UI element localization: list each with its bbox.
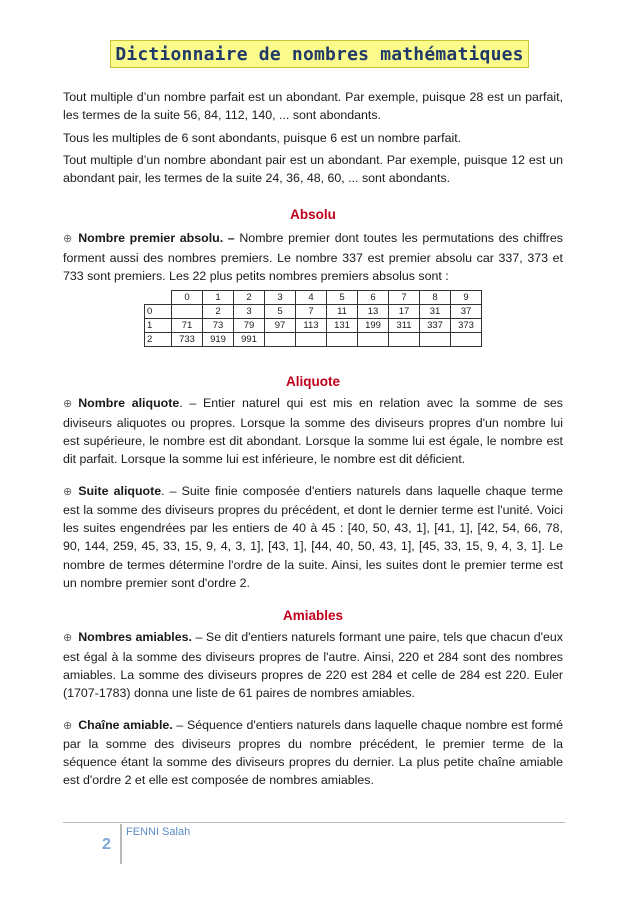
table-cell: 131 bbox=[327, 319, 358, 333]
document-title-text: Dictionnaire de nombres mathématiques bbox=[115, 44, 524, 65]
table-header-cell: 6 bbox=[358, 291, 389, 305]
bullet-icon: ⊕ bbox=[63, 233, 73, 246]
entry-term: Nombre premier absolu. – bbox=[78, 231, 235, 246]
entry-text: – Séquence d'entiers naturels dans laquelle chaque nombre est formé par la somme des diviseurs propres du nombre précédent, le premier terme de la séquence étant la somme des diviseurs propres du dernier. La plus petite chaîne amiable est d'ordre 2 et elle est composée de nombres amiables. bbox=[63, 717, 563, 788]
entry-text: . – Suite finie composée d'entiers naturels dans laquelle chaque terme est la somme des diviseurs propres du précédent, et dont le dernier terme est l'unité. Voici les suites engendrées par les entiers de 40 à 45 : [40, 50, 43, 1], [41, 1], [42, 54, 66, 78, 90, 144, 259, 45, 33, 15, 9, 4, 3, 1], [43, 1], [44, 40, 50, 43, 1], [45, 33, 15, 9, 4, 3, 1]. Le nombre de termes détermine l'ordre de la suite. Ainsi, les suites dont le premier terme est un nombre premier sont d'ordre 2. bbox=[63, 483, 563, 591]
document-title bbox=[110, 40, 529, 68]
entry-nombre-premier-absolu bbox=[63, 229, 563, 285]
entry-text: Nombre premier dont toutes les permutations des chiffres forment aussi des nombres premiers. Le nombre 337 est premier absolu car 337, 373 et 733 sont premiers. Les 22 plus petits nombres premiers absolus sont : bbox=[63, 231, 563, 284]
table-row-label: 1 bbox=[145, 319, 172, 333]
entry-nombres-amiables bbox=[63, 628, 563, 702]
table-cell: 71 bbox=[172, 319, 203, 333]
intro-paragraph-1: Tout multiple d’un nombre parfait est un abondant. Par exemple, puisque 28 est un parfait, les termes de la suite 56, 84, 112, 140, ... sont abondants. bbox=[63, 90, 563, 123]
table-cell: 199 bbox=[358, 319, 389, 333]
table-cell: 17 bbox=[389, 305, 420, 319]
table-cell: 31 bbox=[420, 305, 451, 319]
entry-suite-aliquote bbox=[63, 482, 563, 593]
table-header-cell: 4 bbox=[296, 291, 327, 305]
bullet-icon: ⊕ bbox=[63, 632, 73, 645]
table-cell bbox=[389, 333, 420, 347]
table-row-label: 2 bbox=[145, 333, 172, 347]
table-row bbox=[145, 305, 482, 319]
table-cell bbox=[451, 333, 482, 347]
table-cell: 13 bbox=[358, 305, 389, 319]
entry-term: Nombre aliquote bbox=[78, 396, 180, 411]
table-cell: 73 bbox=[203, 319, 234, 333]
entry-term: Chaîne amiable. bbox=[78, 717, 173, 732]
table-header-cell: 8 bbox=[420, 291, 451, 305]
absolute-primes-table bbox=[144, 290, 482, 347]
bullet-icon: ⊕ bbox=[63, 719, 73, 732]
table-row bbox=[145, 333, 482, 347]
entry-term: Suite aliquote bbox=[78, 483, 162, 498]
table-header-row bbox=[145, 291, 482, 305]
intro-paragraph-3: Tout multiple d’un nombre abondant pair est un abondant. Par exemple, puisque 12 est un abondant pair, les termes de la suite 24, 36, 48, 60, ... sont abondants. bbox=[63, 152, 563, 186]
table-cell: 311 bbox=[389, 319, 420, 333]
table-cell: 733 bbox=[172, 333, 203, 347]
entry-nombre-aliquote bbox=[63, 394, 563, 468]
table-cell: 5 bbox=[265, 305, 296, 319]
table-cell: 2 bbox=[203, 305, 234, 319]
table-cell: 11 bbox=[327, 305, 358, 319]
table-cell bbox=[327, 333, 358, 347]
entry-text: – Se dit d'entiers naturels formant une paire, tels que chacun d'eux est égal à la somme des diviseurs propres de l'autre. Ainsi, 220 et 284 sont des nombres amiables. La somme des diviseurs propres de 220 est 284 et celle de 284 est 220. Euler (1707-1783) donna une liste de 61 paires de nombres amiables. bbox=[63, 630, 563, 701]
entry-text: . – Entier naturel qui est mis en relation avec la somme de ses diviseurs aliquotes ou propres. Lorsque la somme des diviseurs propres d'un nombre lui est supérieure, le nombre est dit abondant. Lorsque la somme lui est égale, le nombre est dit parfait. Lorsque la somme lui est inférieure, le nombre est dit déficient. bbox=[63, 396, 563, 467]
table-header-cell: 7 bbox=[389, 291, 420, 305]
table-header-cell: 0 bbox=[172, 291, 203, 305]
table-header-cell: 3 bbox=[265, 291, 296, 305]
table-cell: 919 bbox=[203, 333, 234, 347]
entry-chaine-amiable bbox=[63, 716, 563, 790]
table-header-cell: 9 bbox=[451, 291, 482, 305]
table-cell bbox=[296, 333, 327, 347]
table-cell bbox=[420, 333, 451, 347]
intro-paragraph-2: Tous les multiples de 6 sont abondants, puisque 6 est un nombre parfait. bbox=[63, 130, 462, 145]
table-cell: 3 bbox=[234, 305, 265, 319]
table-cell bbox=[172, 305, 203, 319]
footer-divider bbox=[63, 822, 565, 823]
table-cell: 7 bbox=[296, 305, 327, 319]
bullet-icon: ⊕ bbox=[63, 398, 73, 411]
table-cell: 337 bbox=[420, 319, 451, 333]
table-cell: 113 bbox=[296, 319, 327, 333]
table-row bbox=[145, 319, 482, 333]
table-cell: 373 bbox=[451, 319, 482, 333]
section-heading-amiables: Amiables bbox=[282, 608, 344, 624]
page-content bbox=[63, 88, 563, 794]
entry-term: Nombres amiables. bbox=[78, 630, 192, 645]
table-cell: 37 bbox=[451, 305, 482, 319]
page-number: 2 bbox=[102, 836, 111, 853]
author-name: FENNI Salah bbox=[126, 826, 191, 838]
table-cell: 991 bbox=[234, 333, 265, 347]
section-heading-absolu: Absolu bbox=[290, 207, 336, 223]
table-header-cell: 1 bbox=[203, 291, 234, 305]
table-cell bbox=[358, 333, 389, 347]
bullet-icon: ⊕ bbox=[63, 485, 73, 498]
section-heading-aliquote: Aliquote bbox=[286, 374, 340, 390]
table-corner-cell bbox=[145, 291, 172, 305]
footer-vertical-divider bbox=[120, 824, 122, 864]
table-cell bbox=[265, 333, 296, 347]
table-cell: 97 bbox=[265, 319, 296, 333]
table-header-cell: 5 bbox=[327, 291, 358, 305]
table-cell: 79 bbox=[234, 319, 265, 333]
table-header-cell: 2 bbox=[234, 291, 265, 305]
table-row-label: 0 bbox=[145, 305, 172, 319]
